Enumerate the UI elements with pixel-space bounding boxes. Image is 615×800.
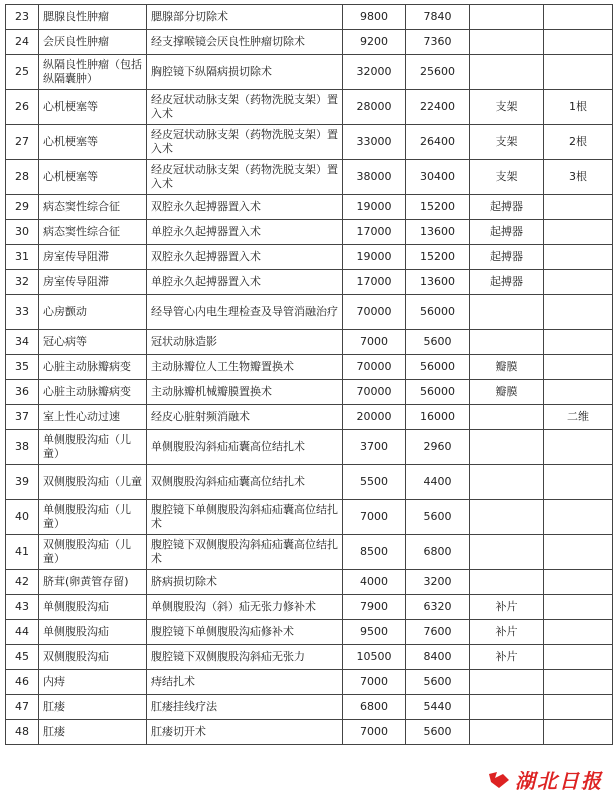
quantity-cell [544, 5, 613, 30]
fund-payment-cell: 56000 [406, 355, 470, 380]
disease-name-cell: 室上性心动过速 [39, 405, 147, 430]
quantity-cell [544, 670, 613, 695]
standard-fee-cell: 70000 [343, 295, 406, 330]
standard-fee-cell: 32000 [343, 55, 406, 90]
material-cell: 起搏器 [470, 195, 544, 220]
material-cell: 补片 [470, 595, 544, 620]
fund-payment-cell: 4400 [406, 465, 470, 500]
standard-fee-cell: 3700 [343, 430, 406, 465]
row-number-cell: 41 [6, 535, 39, 570]
standard-fee-cell: 9800 [343, 5, 406, 30]
material-cell: 瓣膜 [470, 355, 544, 380]
procedure-name-cell: 经皮冠状动脉支架（药物洗脱支架）置入术 [147, 125, 343, 160]
row-number-cell: 26 [6, 90, 39, 125]
quantity-cell [544, 465, 613, 500]
quantity-cell [544, 55, 613, 90]
procedure-name-cell: 双腔永久起搏器置入术 [147, 245, 343, 270]
material-cell: 起搏器 [470, 270, 544, 295]
fund-payment-cell: 7360 [406, 30, 470, 55]
row-number-cell: 24 [6, 30, 39, 55]
fund-payment-cell: 7600 [406, 620, 470, 645]
standard-fee-cell: 38000 [343, 160, 406, 195]
table-row [6, 295, 613, 330]
procedure-name-cell: 胸腔镜下纵隔病损切除术 [147, 55, 343, 90]
quantity-cell [544, 355, 613, 380]
table-row [6, 245, 613, 270]
fee-table [5, 4, 613, 745]
procedure-name-cell: 冠状动脉造影 [147, 330, 343, 355]
disease-name-cell: 肛瘘 [39, 695, 147, 720]
material-cell [470, 430, 544, 465]
fund-payment-cell: 26400 [406, 125, 470, 160]
table-row [6, 55, 613, 90]
disease-name-cell: 心房颤动 [39, 295, 147, 330]
material-cell [470, 500, 544, 535]
table-row [6, 595, 613, 620]
table-row [6, 570, 613, 595]
procedure-name-cell: 腹腔镜下双侧腹股沟斜疝疝囊高位结扎术 [147, 535, 343, 570]
standard-fee-cell: 7000 [343, 670, 406, 695]
row-number-cell: 43 [6, 595, 39, 620]
standard-fee-cell: 9200 [343, 30, 406, 55]
row-number-cell: 31 [6, 245, 39, 270]
quantity-cell [544, 620, 613, 645]
disease-name-cell: 心机梗塞等 [39, 160, 147, 195]
procedure-name-cell: 肛瘘切开术 [147, 720, 343, 745]
fund-payment-cell: 25600 [406, 55, 470, 90]
disease-name-cell: 纵隔良性肿瘤（包括纵隔囊肿） [39, 55, 147, 90]
standard-fee-cell: 10500 [343, 645, 406, 670]
procedure-name-cell: 单侧腹股沟（斜）疝无张力修补术 [147, 595, 343, 620]
fund-payment-cell: 30400 [406, 160, 470, 195]
row-number-cell: 30 [6, 220, 39, 245]
disease-name-cell: 肛瘘 [39, 720, 147, 745]
disease-name-cell: 腮腺良性肿瘤 [39, 5, 147, 30]
table-row [6, 380, 613, 405]
table-row [6, 535, 613, 570]
fund-payment-cell: 5600 [406, 330, 470, 355]
table-row [6, 500, 613, 535]
standard-fee-cell: 19000 [343, 195, 406, 220]
material-cell: 补片 [470, 645, 544, 670]
quantity-cell: 3根 [544, 160, 613, 195]
row-number-cell: 38 [6, 430, 39, 465]
table-row [6, 355, 613, 380]
material-cell [470, 695, 544, 720]
quantity-cell [544, 430, 613, 465]
material-cell: 起搏器 [470, 245, 544, 270]
row-number-cell: 25 [6, 55, 39, 90]
procedure-name-cell: 腮腺部分切除术 [147, 5, 343, 30]
procedure-name-cell: 经支撑喉镜会厌良性肿瘤切除术 [147, 30, 343, 55]
procedure-name-cell: 经皮冠状动脉支架（药物洗脱支架）置入术 [147, 160, 343, 195]
quantity-cell: 2根 [544, 125, 613, 160]
watermark-text: 湖北日报 [515, 769, 603, 793]
row-number-cell: 46 [6, 670, 39, 695]
material-cell [470, 330, 544, 355]
table-row [6, 695, 613, 720]
disease-name-cell: 病态窦性综合征 [39, 220, 147, 245]
fund-payment-cell: 5440 [406, 695, 470, 720]
quantity-cell [544, 380, 613, 405]
disease-name-cell: 单侧腹股沟疝（儿童） [39, 430, 147, 465]
fund-payment-cell: 5600 [406, 500, 470, 535]
disease-name-cell: 心脏主动脉瓣病变 [39, 380, 147, 405]
table-row [6, 220, 613, 245]
quantity-cell [544, 695, 613, 720]
fund-payment-cell: 56000 [406, 380, 470, 405]
quantity-cell: 1根 [544, 90, 613, 125]
quantity-cell [544, 295, 613, 330]
material-cell [470, 30, 544, 55]
material-cell: 起搏器 [470, 220, 544, 245]
row-number-cell: 23 [6, 5, 39, 30]
standard-fee-cell: 70000 [343, 355, 406, 380]
material-cell: 支架 [470, 90, 544, 125]
standard-fee-cell: 9500 [343, 620, 406, 645]
row-number-cell: 34 [6, 330, 39, 355]
material-cell [470, 535, 544, 570]
fund-payment-cell: 13600 [406, 220, 470, 245]
table-row [6, 645, 613, 670]
fund-payment-cell: 15200 [406, 245, 470, 270]
row-number-cell: 40 [6, 500, 39, 535]
table-row [6, 30, 613, 55]
material-cell: 支架 [470, 125, 544, 160]
quantity-cell [544, 570, 613, 595]
material-cell: 瓣膜 [470, 380, 544, 405]
row-number-cell: 47 [6, 695, 39, 720]
material-cell [470, 55, 544, 90]
fund-payment-cell: 15200 [406, 195, 470, 220]
table-row [6, 465, 613, 500]
disease-name-cell: 心脏主动脉瓣病变 [39, 355, 147, 380]
table-row [6, 90, 613, 125]
standard-fee-cell: 5500 [343, 465, 406, 500]
procedure-name-cell: 经导管心内电生理检查及导管消融治疗 [147, 295, 343, 330]
fund-payment-cell: 6320 [406, 595, 470, 620]
material-cell [470, 295, 544, 330]
quantity-cell [544, 500, 613, 535]
quantity-cell [544, 595, 613, 620]
material-cell [470, 670, 544, 695]
disease-name-cell: 双侧腹股沟疝（儿童） [39, 535, 147, 570]
row-number-cell: 44 [6, 620, 39, 645]
procedure-name-cell: 经皮心脏射频消融术 [147, 405, 343, 430]
procedure-name-cell: 单腔永久起搏器置入术 [147, 270, 343, 295]
fund-payment-cell: 7840 [406, 5, 470, 30]
procedure-name-cell: 经皮冠状动脉支架（药物洗脱支架）置入术 [147, 90, 343, 125]
standard-fee-cell: 70000 [343, 380, 406, 405]
quantity-cell [544, 270, 613, 295]
row-number-cell: 28 [6, 160, 39, 195]
disease-name-cell: 冠心病等 [39, 330, 147, 355]
fund-payment-cell: 56000 [406, 295, 470, 330]
material-cell [470, 465, 544, 500]
quantity-cell [544, 720, 613, 745]
table-row [6, 430, 613, 465]
row-number-cell: 39 [6, 465, 39, 500]
standard-fee-cell: 19000 [343, 245, 406, 270]
material-cell: 支架 [470, 160, 544, 195]
quantity-cell [544, 535, 613, 570]
row-number-cell: 42 [6, 570, 39, 595]
disease-name-cell: 房室传导阻滞 [39, 270, 147, 295]
material-cell [470, 405, 544, 430]
disease-name-cell: 脐茸(卵黄管存留) [39, 570, 147, 595]
table-row [6, 125, 613, 160]
disease-name-cell: 病态窦性综合征 [39, 195, 147, 220]
procedure-name-cell: 双腔永久起搏器置入术 [147, 195, 343, 220]
material-cell: 补片 [470, 620, 544, 645]
quantity-cell [544, 330, 613, 355]
standard-fee-cell: 4000 [343, 570, 406, 595]
table-row [6, 5, 613, 30]
table-row [6, 405, 613, 430]
disease-name-cell: 心机梗塞等 [39, 90, 147, 125]
row-number-cell: 29 [6, 195, 39, 220]
row-number-cell: 48 [6, 720, 39, 745]
material-cell [470, 570, 544, 595]
quantity-cell [544, 245, 613, 270]
quantity-cell [544, 645, 613, 670]
procedure-name-cell: 主动脉瓣机械瓣膜置换术 [147, 380, 343, 405]
procedure-name-cell: 腹腔镜下单侧腹股沟斜疝疝囊高位结扎术 [147, 500, 343, 535]
standard-fee-cell: 28000 [343, 90, 406, 125]
table-row [6, 270, 613, 295]
disease-name-cell: 双侧腹股沟疝（儿童 [39, 465, 147, 500]
fund-payment-cell: 5600 [406, 720, 470, 745]
row-number-cell: 36 [6, 380, 39, 405]
quantity-cell [544, 195, 613, 220]
standard-fee-cell: 6800 [343, 695, 406, 720]
row-number-cell: 37 [6, 405, 39, 430]
procedure-name-cell: 单腔永久起搏器置入术 [147, 220, 343, 245]
procedure-name-cell: 肛瘘挂线疗法 [147, 695, 343, 720]
procedure-name-cell: 腹腔镜下双侧腹股沟斜疝无张力 [147, 645, 343, 670]
disease-name-cell: 单侧腹股沟疝 [39, 620, 147, 645]
row-number-cell: 33 [6, 295, 39, 330]
fund-payment-cell: 6800 [406, 535, 470, 570]
procedure-name-cell: 脐病损切除术 [147, 570, 343, 595]
standard-fee-cell: 33000 [343, 125, 406, 160]
procedure-name-cell: 单侧腹股沟斜疝疝囊高位结扎术 [147, 430, 343, 465]
fund-payment-cell: 13600 [406, 270, 470, 295]
row-number-cell: 45 [6, 645, 39, 670]
standard-fee-cell: 20000 [343, 405, 406, 430]
quantity-cell [544, 220, 613, 245]
standard-fee-cell: 7000 [343, 720, 406, 745]
standard-fee-cell: 7000 [343, 500, 406, 535]
standard-fee-cell: 7000 [343, 330, 406, 355]
procedure-name-cell: 痔结扎术 [147, 670, 343, 695]
row-number-cell: 27 [6, 125, 39, 160]
hubei-daily-watermark [487, 765, 603, 794]
row-number-cell: 35 [6, 355, 39, 380]
table-row [6, 720, 613, 745]
row-number-cell: 32 [6, 270, 39, 295]
disease-name-cell: 双侧腹股沟疝 [39, 645, 147, 670]
disease-name-cell: 心机梗塞等 [39, 125, 147, 160]
table-row [6, 160, 613, 195]
material-cell [470, 720, 544, 745]
quantity-cell: 二维 [544, 405, 613, 430]
fund-payment-cell: 3200 [406, 570, 470, 595]
fund-payment-cell: 16000 [406, 405, 470, 430]
quantity-cell [544, 30, 613, 55]
fund-payment-cell: 8400 [406, 645, 470, 670]
fund-payment-cell: 5600 [406, 670, 470, 695]
standard-fee-cell: 7900 [343, 595, 406, 620]
fund-payment-cell: 2960 [406, 430, 470, 465]
table-row [6, 670, 613, 695]
disease-name-cell: 内痔 [39, 670, 147, 695]
standard-fee-cell: 17000 [343, 220, 406, 245]
procedure-name-cell: 双侧腹股沟斜疝疝囊高位结扎术 [147, 465, 343, 500]
disease-name-cell: 房室传导阻滞 [39, 245, 147, 270]
fund-payment-cell: 22400 [406, 90, 470, 125]
hubei-daily-logo-icon [487, 770, 511, 790]
table-row [6, 330, 613, 355]
disease-name-cell: 单侧腹股沟疝（儿童） [39, 500, 147, 535]
standard-fee-cell: 17000 [343, 270, 406, 295]
procedure-name-cell: 腹腔镜下单侧腹股沟疝修补术 [147, 620, 343, 645]
disease-name-cell: 会厌良性肿瘤 [39, 30, 147, 55]
material-cell [470, 5, 544, 30]
table-row [6, 620, 613, 645]
procedure-name-cell: 主动脉瓣位人工生物瓣置换术 [147, 355, 343, 380]
standard-fee-cell: 8500 [343, 535, 406, 570]
disease-name-cell: 单侧腹股沟疝 [39, 595, 147, 620]
table-row [6, 195, 613, 220]
